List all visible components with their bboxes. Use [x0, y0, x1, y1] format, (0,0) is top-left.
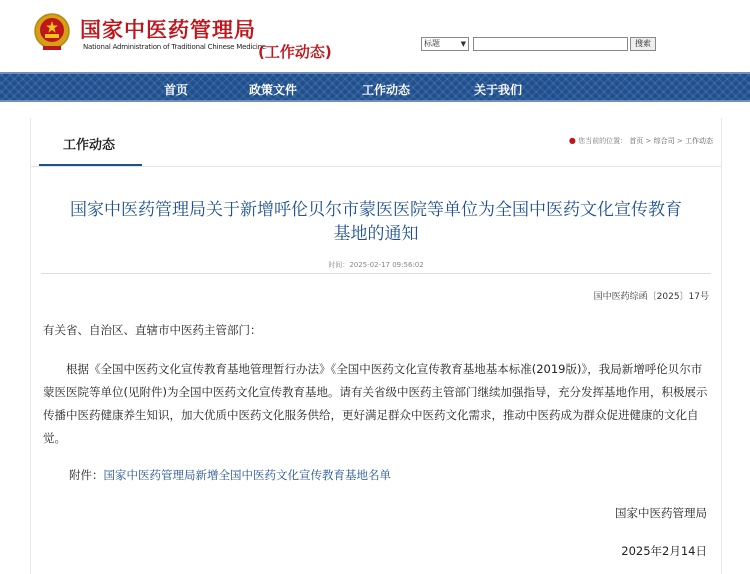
document-number: 国中医药综函〔2025〕17号	[593, 292, 709, 302]
signer: 国家中医药管理局	[615, 506, 707, 520]
publish-time-value: 2025-02-17 09:56:02	[349, 261, 424, 269]
breadcrumb-item-work-news[interactable]: 工作动态	[685, 137, 713, 145]
article-title-line: 国家中医药管理局关于新增呼伦贝尔市蒙医医院等单位为全国中医药文化宣传教育	[70, 200, 682, 220]
article-title-line: 基地的通知	[333, 224, 419, 244]
salutation: 有关省、自治区、直辖市中医药主管部门：	[43, 323, 262, 337]
divider	[41, 273, 711, 274]
chevron-down-icon: ▼	[460, 40, 466, 48]
location-pin-icon: ●	[568, 136, 576, 145]
tab-work-news[interactable]: 工作动态	[63, 138, 116, 153]
nav-item-about[interactable]: 关于我们	[474, 83, 523, 97]
search-button[interactable]: 搜索	[630, 37, 656, 51]
section-tag: (工作动态)	[258, 43, 332, 61]
breadcrumb-item-home[interactable]: 首页	[629, 137, 644, 145]
sign-date: 2025年2月14日	[621, 544, 707, 558]
site-title: 国家中医药管理局	[80, 18, 256, 42]
attachment-link[interactable]: 国家中医药管理局新增全国中医药文化宣传教育基地名单	[103, 468, 391, 482]
search-input[interactable]	[473, 37, 628, 51]
attachment-label: 附件：	[69, 468, 104, 482]
search-type-value: 标题	[424, 39, 440, 48]
site-title-english: National Administration of Traditional Chinese Medicine	[83, 43, 266, 51]
article-body: 根据《全国中医药文化宣传教育基地管理暂行办法》《全国中医药文化宣传教育基地基本标准(2019版)》，我局新增呼伦贝尔市蒙医医院等单位(见附件)为全国中医药文化宣传教育基地。请有关省级中医药主管部门继续加强指导，充分发挥基地作用，积极展示传播中医药健康养生知识，加大优质中医药文化服务供给，更好满足群众中医药文化需求，推动中医药成为群众促进健康的文化自觉。	[43, 362, 708, 445]
breadcrumb-prefix: 您当前的位置：	[578, 137, 628, 145]
breadcrumb	[569, 136, 713, 146]
nav-item-policy[interactable]: 政策文件	[249, 83, 298, 97]
panel-divider	[31, 166, 721, 167]
breadcrumb-item-dept[interactable]: 综合司	[653, 137, 675, 145]
nav-item-home[interactable]: 首页	[164, 83, 189, 97]
site-header	[0, 0, 750, 72]
breadcrumb-separator: >	[676, 137, 683, 145]
publish-time	[31, 260, 721, 270]
article-title	[31, 198, 721, 246]
breadcrumb-separator: >	[645, 137, 652, 145]
national-emblem-icon	[33, 12, 71, 52]
publish-time-label: 时间：	[328, 261, 350, 269]
content-panel	[30, 118, 722, 574]
nav-item-work-news[interactable]: 工作动态	[362, 83, 411, 97]
attachment	[69, 467, 391, 483]
search-type-select[interactable]	[421, 37, 469, 51]
main-nav	[0, 72, 750, 102]
